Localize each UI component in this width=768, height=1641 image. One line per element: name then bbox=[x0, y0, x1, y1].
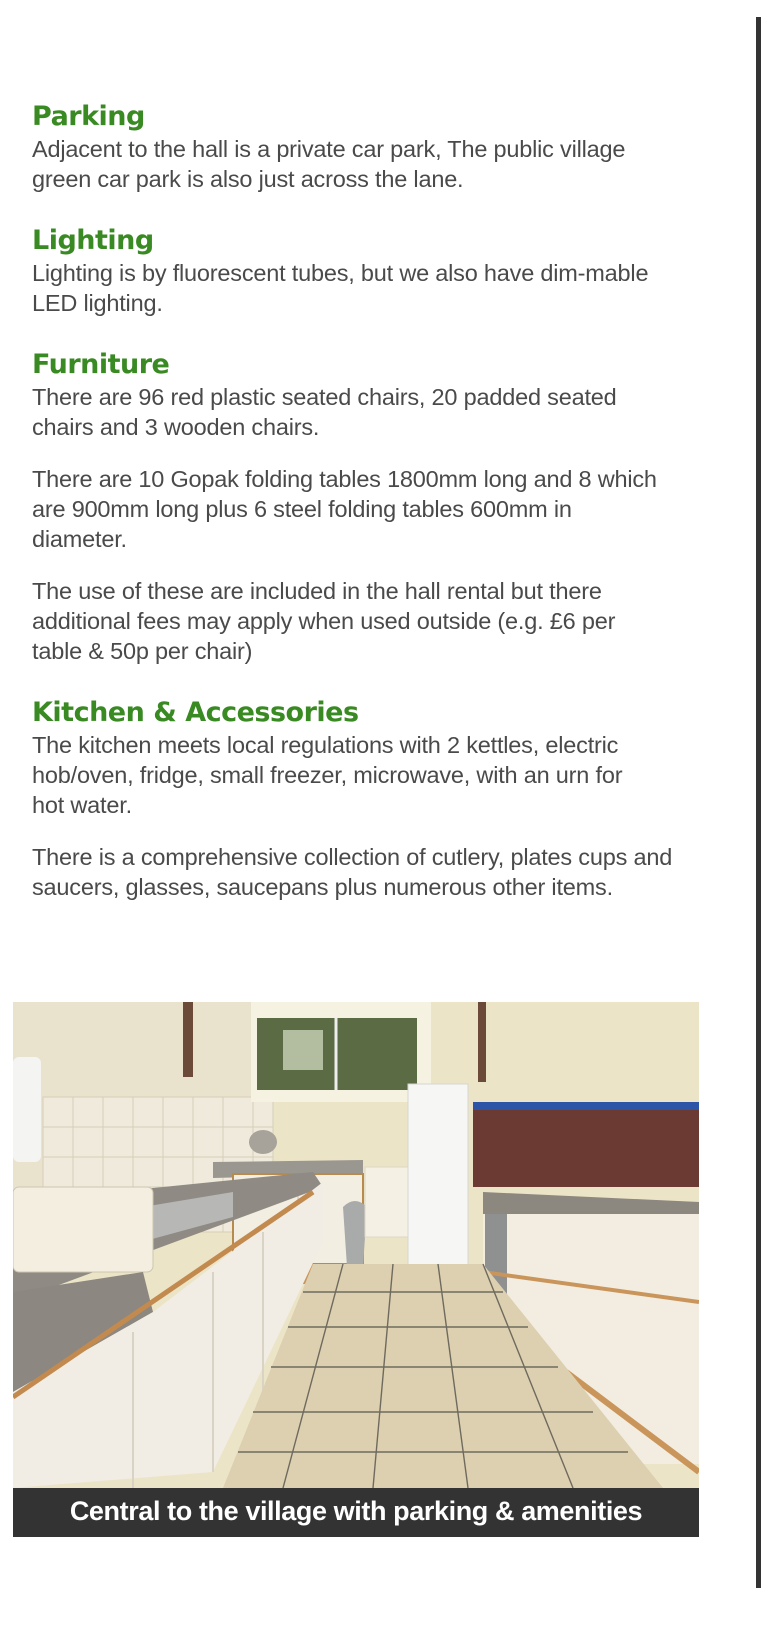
section-paragraph: There are 10 Gopak folding tables 1800mm long and 8 which are 900mm long plus 6 steel folding tables 600mm in diameter. bbox=[32, 466, 657, 552]
section-paragraph: Lighting is by fluorescent tubes, but we also have dim-mable LED lighting. bbox=[32, 260, 649, 316]
document-body bbox=[32, 100, 712, 932]
kitchen-photo-illustration bbox=[13, 1002, 699, 1488]
section-paragraph: There are 96 red plastic seated chairs, 20 padded seated chairs and 3 wooden chairs. bbox=[32, 384, 617, 440]
section-title: Furniture bbox=[32, 349, 170, 380]
section-paragraph: The kitchen meets local regulations with 2 kettles, electric hob/oven, fridge, small freezer, microwave, with an urn for hot water. bbox=[32, 732, 623, 818]
section-kitchen bbox=[32, 696, 712, 902]
section-parking bbox=[32, 100, 712, 194]
section-title: Parking bbox=[32, 101, 145, 132]
section-furniture bbox=[32, 348, 712, 666]
section-paragraph: Adjacent to the hall is a private car park, The public village green car park is also just across the lane. bbox=[32, 136, 626, 192]
section-title: Kitchen & Accessories bbox=[32, 697, 359, 728]
section-paragraph: The use of these are included in the hall rental but there additional fees may apply when used outside (e.g. £6 per table & 50p per chair) bbox=[32, 578, 616, 664]
vertical-divider-rule bbox=[756, 17, 761, 1588]
kitchen-photo bbox=[13, 1002, 699, 1488]
section-paragraph: There is a comprehensive collection of cutlery, plates cups and saucers, glasses, saucepans plus numerous other items. bbox=[32, 844, 673, 900]
photo-caption: Central to the village with parking & amenities bbox=[13, 1488, 699, 1537]
section-lighting bbox=[32, 224, 712, 318]
section-title: Lighting bbox=[32, 225, 154, 256]
